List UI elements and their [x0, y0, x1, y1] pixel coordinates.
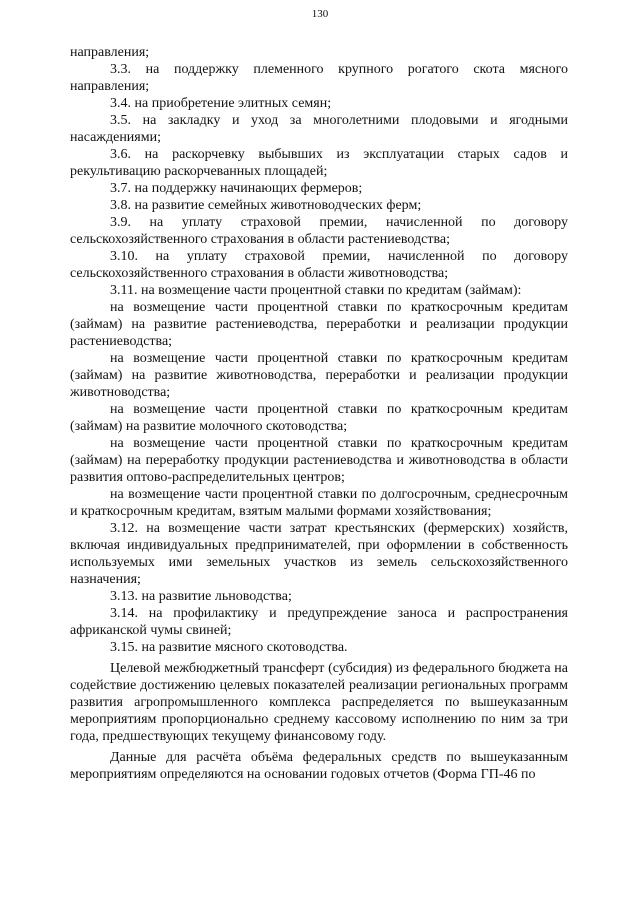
- paragraph: на возмещение части процентной ставки по долгосрочным, среднесрочным и краткосрочным кредитам, взятым малыми формами хозяйствования;: [70, 487, 568, 519]
- document-body: [70, 44, 568, 783]
- paragraph: 3.10. на уплату страховой премии, начисленной по договору сельскохозяйственного страхования в области животноводства;: [70, 249, 568, 281]
- paragraph: Данные для расчёта объёма федеральных средств по вышеуказанным мероприятиям определяются на основании годовых отчетов (Форма ГП-46 по: [70, 750, 568, 782]
- paragraph: 3.4. на приобретение элитных семян;: [110, 96, 332, 111]
- paragraph: 3.11. на возмещение части процентной ставки по кредитам (займам):: [110, 283, 522, 298]
- paragraph: Целевой межбюджетный трансферт (субсидия) из федерального бюджета на содействие достижению целевых показателей реализации региональных программ развития агропромышленного комплекса распределяется по вышеуказанным мероприятиям пропорционально среднему кассовому исполнению по ним за три года, предшествующих текущему финансовому году.: [70, 661, 568, 744]
- paragraph: 3.15. на развитие мясного скотоводства.: [110, 640, 348, 655]
- paragraph: 3.13. на развитие льноводства;: [110, 589, 292, 604]
- paragraph: направления;: [70, 45, 150, 60]
- paragraph: 3.9. на уплату страховой премии, начисленной по договору сельскохозяйственного страхования в области растениеводства;: [70, 215, 568, 247]
- paragraph: на возмещение части процентной ставки по краткосрочным кредитам (займам) на развитие растениеводства, переработки и реализации продукции растениеводства;: [70, 300, 568, 349]
- paragraph: 3.14. на профилактику и предупреждение заноса и распространения африканской чумы свиней;: [70, 606, 568, 638]
- paragraph: 3.6. на раскорчевку выбывших из эксплуатации старых садов и рекультивацию раскорчеванных площадей;: [70, 147, 568, 179]
- paragraph: 3.8. на развитие семейных животноводческих ферм;: [110, 198, 422, 213]
- paragraph: 3.5. на закладку и уход за многолетними плодовыми и ягодными насаждениями;: [70, 113, 568, 145]
- paragraph: 3.12. на возмещение части затрат крестьянских (фермерских) хозяйств, включая индивидуальных предпринимателей, при оформлении в собственность используемых ими земельных участков из земель сельскохозяйственного назначения;: [70, 521, 568, 587]
- paragraph: на возмещение части процентной ставки по краткосрочным кредитам (займам) на развитие животноводства, переработки и реализации продукции животноводства;: [70, 351, 568, 400]
- page-number: 130: [311, 8, 329, 20]
- paragraph: на возмещение части процентной ставки по краткосрочным кредитам (займам) на переработку продукции растениеводства и животноводства в области развития оптово-распределительных центров;: [70, 436, 568, 485]
- paragraph: 3.7. на поддержку начинающих фермеров;: [110, 181, 363, 196]
- paragraph: 3.3. на поддержку племенного крупного рогатого скота мясного направления;: [70, 62, 568, 94]
- paragraph: на возмещение части процентной ставки по краткосрочным кредитам (займам) на развитие молочного скотоводства;: [70, 402, 568, 434]
